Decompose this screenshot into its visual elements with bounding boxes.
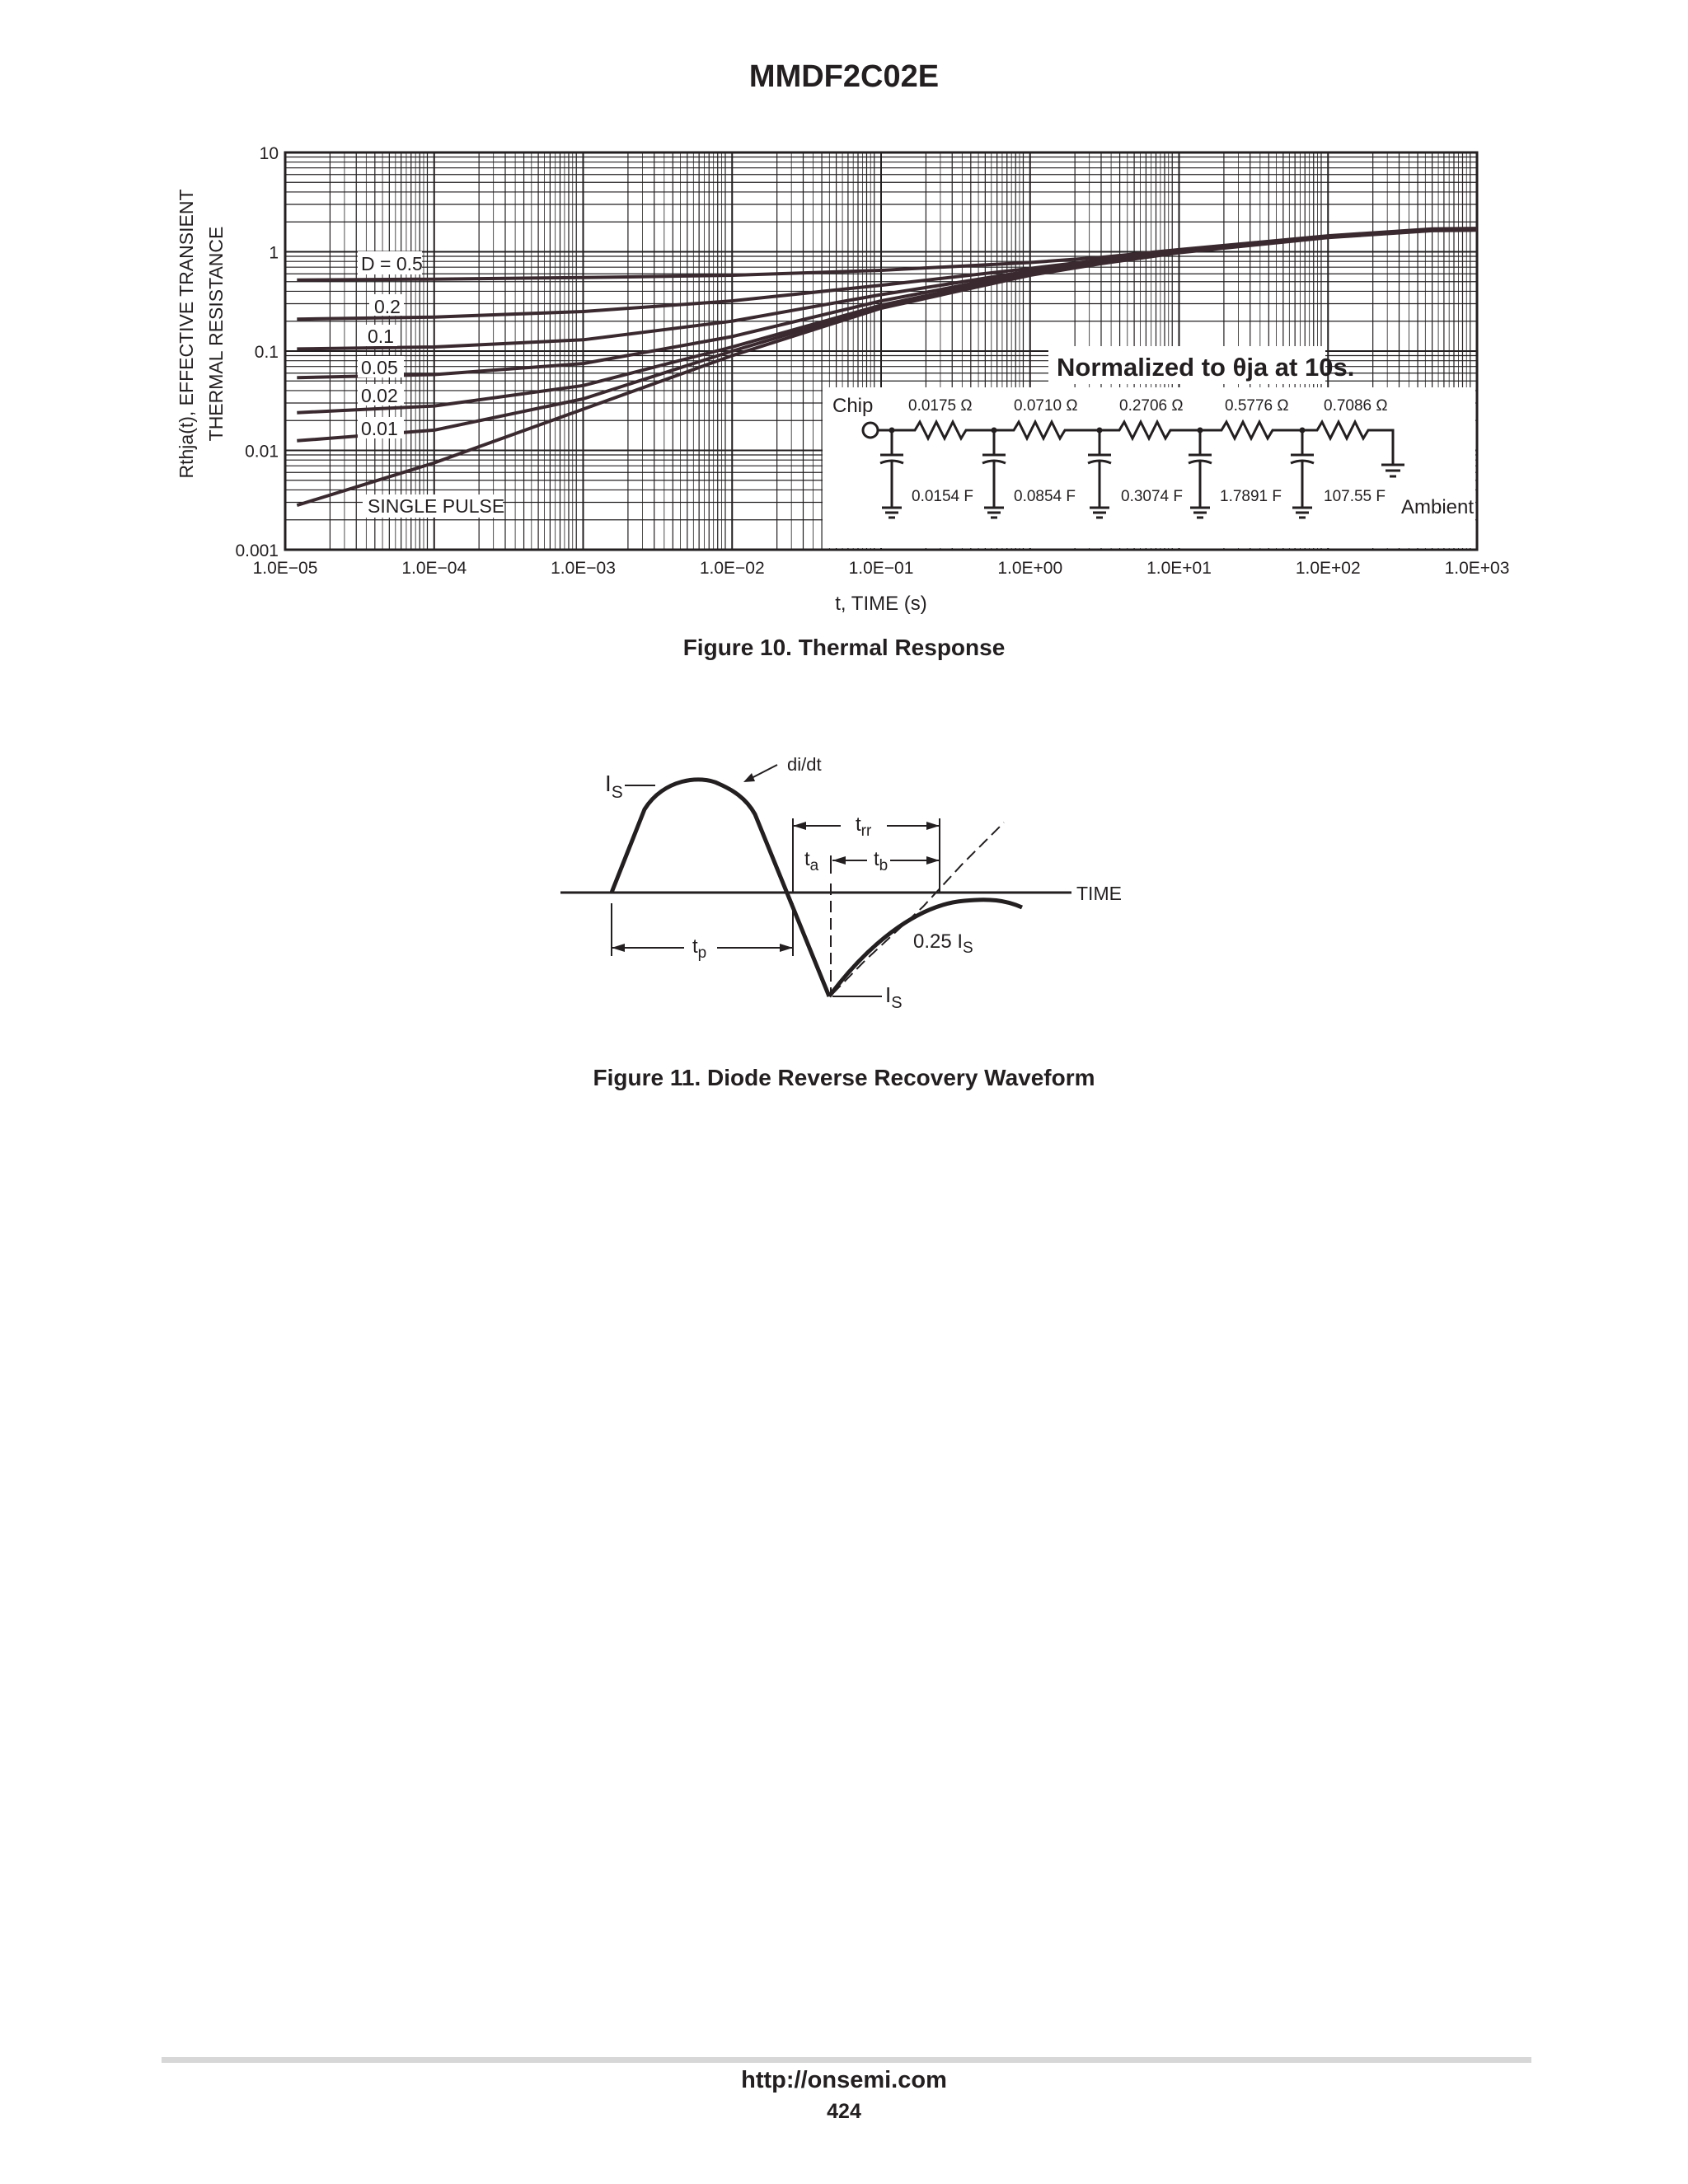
reverse-recovery-waveform [0,709,1688,1055]
didt-label: di/dt [787,754,822,775]
current-waveform [612,780,829,996]
x-tick-label: 1.0E−02 [699,559,765,578]
footer-url: http://onsemi.com [741,2067,947,2093]
x-tick-label: 1.0E+03 [1444,559,1510,578]
didt-arrowhead [743,773,755,782]
x-tick-label: 1.0E−01 [848,559,914,578]
figure10-caption: Figure 10. Thermal Response [682,635,1006,660]
y-tick-label: 0.01 [245,442,279,462]
resistor-5-value: 0.7086 Ω [1324,397,1388,415]
trr-label: $t_{rr}$ [856,813,872,840]
x-tick-label: 1.0E+00 [997,559,1063,578]
y-tick-label: 10 [259,144,279,163]
capacitor-5-value: 107.55 F [1324,488,1386,505]
page-number: 424 [827,2100,861,2123]
time-label: TIME [1076,883,1122,904]
thermal-response-chart [0,0,1688,626]
x-axis-label: t, TIME (s) [835,593,927,615]
figure11-caption: Figure 11. Diode Reverse Recovery Waveform [593,1065,1095,1090]
capacitor-3-value: 0.3074 F [1121,488,1183,505]
resistor-4-value: 0.5776 Ω [1225,397,1289,415]
x-tick-label: 1.0E−05 [252,559,318,578]
label-d05: D = 0.5 [361,253,423,274]
ta-label: $t_a$ [804,848,819,874]
page-title: MMDF2C02E [748,59,940,94]
tb-label: $t_b$ [874,848,889,874]
quarter-is-label: 0.25 $I_S$ [913,930,973,957]
y-tick-label: 0.1 [254,343,279,362]
label-single-pulse: SINGLE PULSE [368,495,505,517]
y-axis-label-line1: Rthja(t), EFFECTIVE TRANSIENT [176,189,197,479]
is-top-label: $I_S$ [605,771,623,802]
label-002: 0.02 [361,385,398,406]
label-02: 0.2 [374,296,401,317]
normalized-note: Normalized to θja at 10s. [1057,353,1355,382]
label-001: 0.01 [361,418,398,439]
x-tick-labels [253,559,1510,578]
x-tick-label: 1.0E−03 [551,559,616,578]
chip-label: Chip [832,395,874,417]
capacitor-4-value: 1.7891 F [1220,488,1282,505]
y-axis-label-line2: THERMAL RESISTANCE [205,226,227,442]
resistor-1-value: 0.0175 Ω [908,397,973,415]
is-bottom-label: $I_S$ [885,982,903,1012]
ambient-label: Ambient [1401,496,1475,518]
tp-label: $t_p$ [692,935,707,962]
y-tick-labels [235,144,279,560]
footer-divider [162,2057,1531,2063]
y-tick-label: 0.001 [235,541,279,560]
label-005: 0.05 [361,357,398,378]
y-tick-label: 1 [269,243,279,263]
capacitor-2-value: 0.0854 F [1014,488,1076,505]
resistor-3-value: 0.2706 Ω [1119,397,1184,415]
x-tick-label: 1.0E+02 [1295,559,1361,578]
x-tick-label: 1.0E+01 [1146,559,1212,578]
capacitor-1-value: 0.0154 F [912,488,973,505]
x-tick-label: 1.0E−04 [401,559,467,578]
dashed-extrapolation [832,823,1004,994]
resistor-2-value: 0.0710 Ω [1014,397,1078,415]
label-01: 0.1 [368,326,394,347]
